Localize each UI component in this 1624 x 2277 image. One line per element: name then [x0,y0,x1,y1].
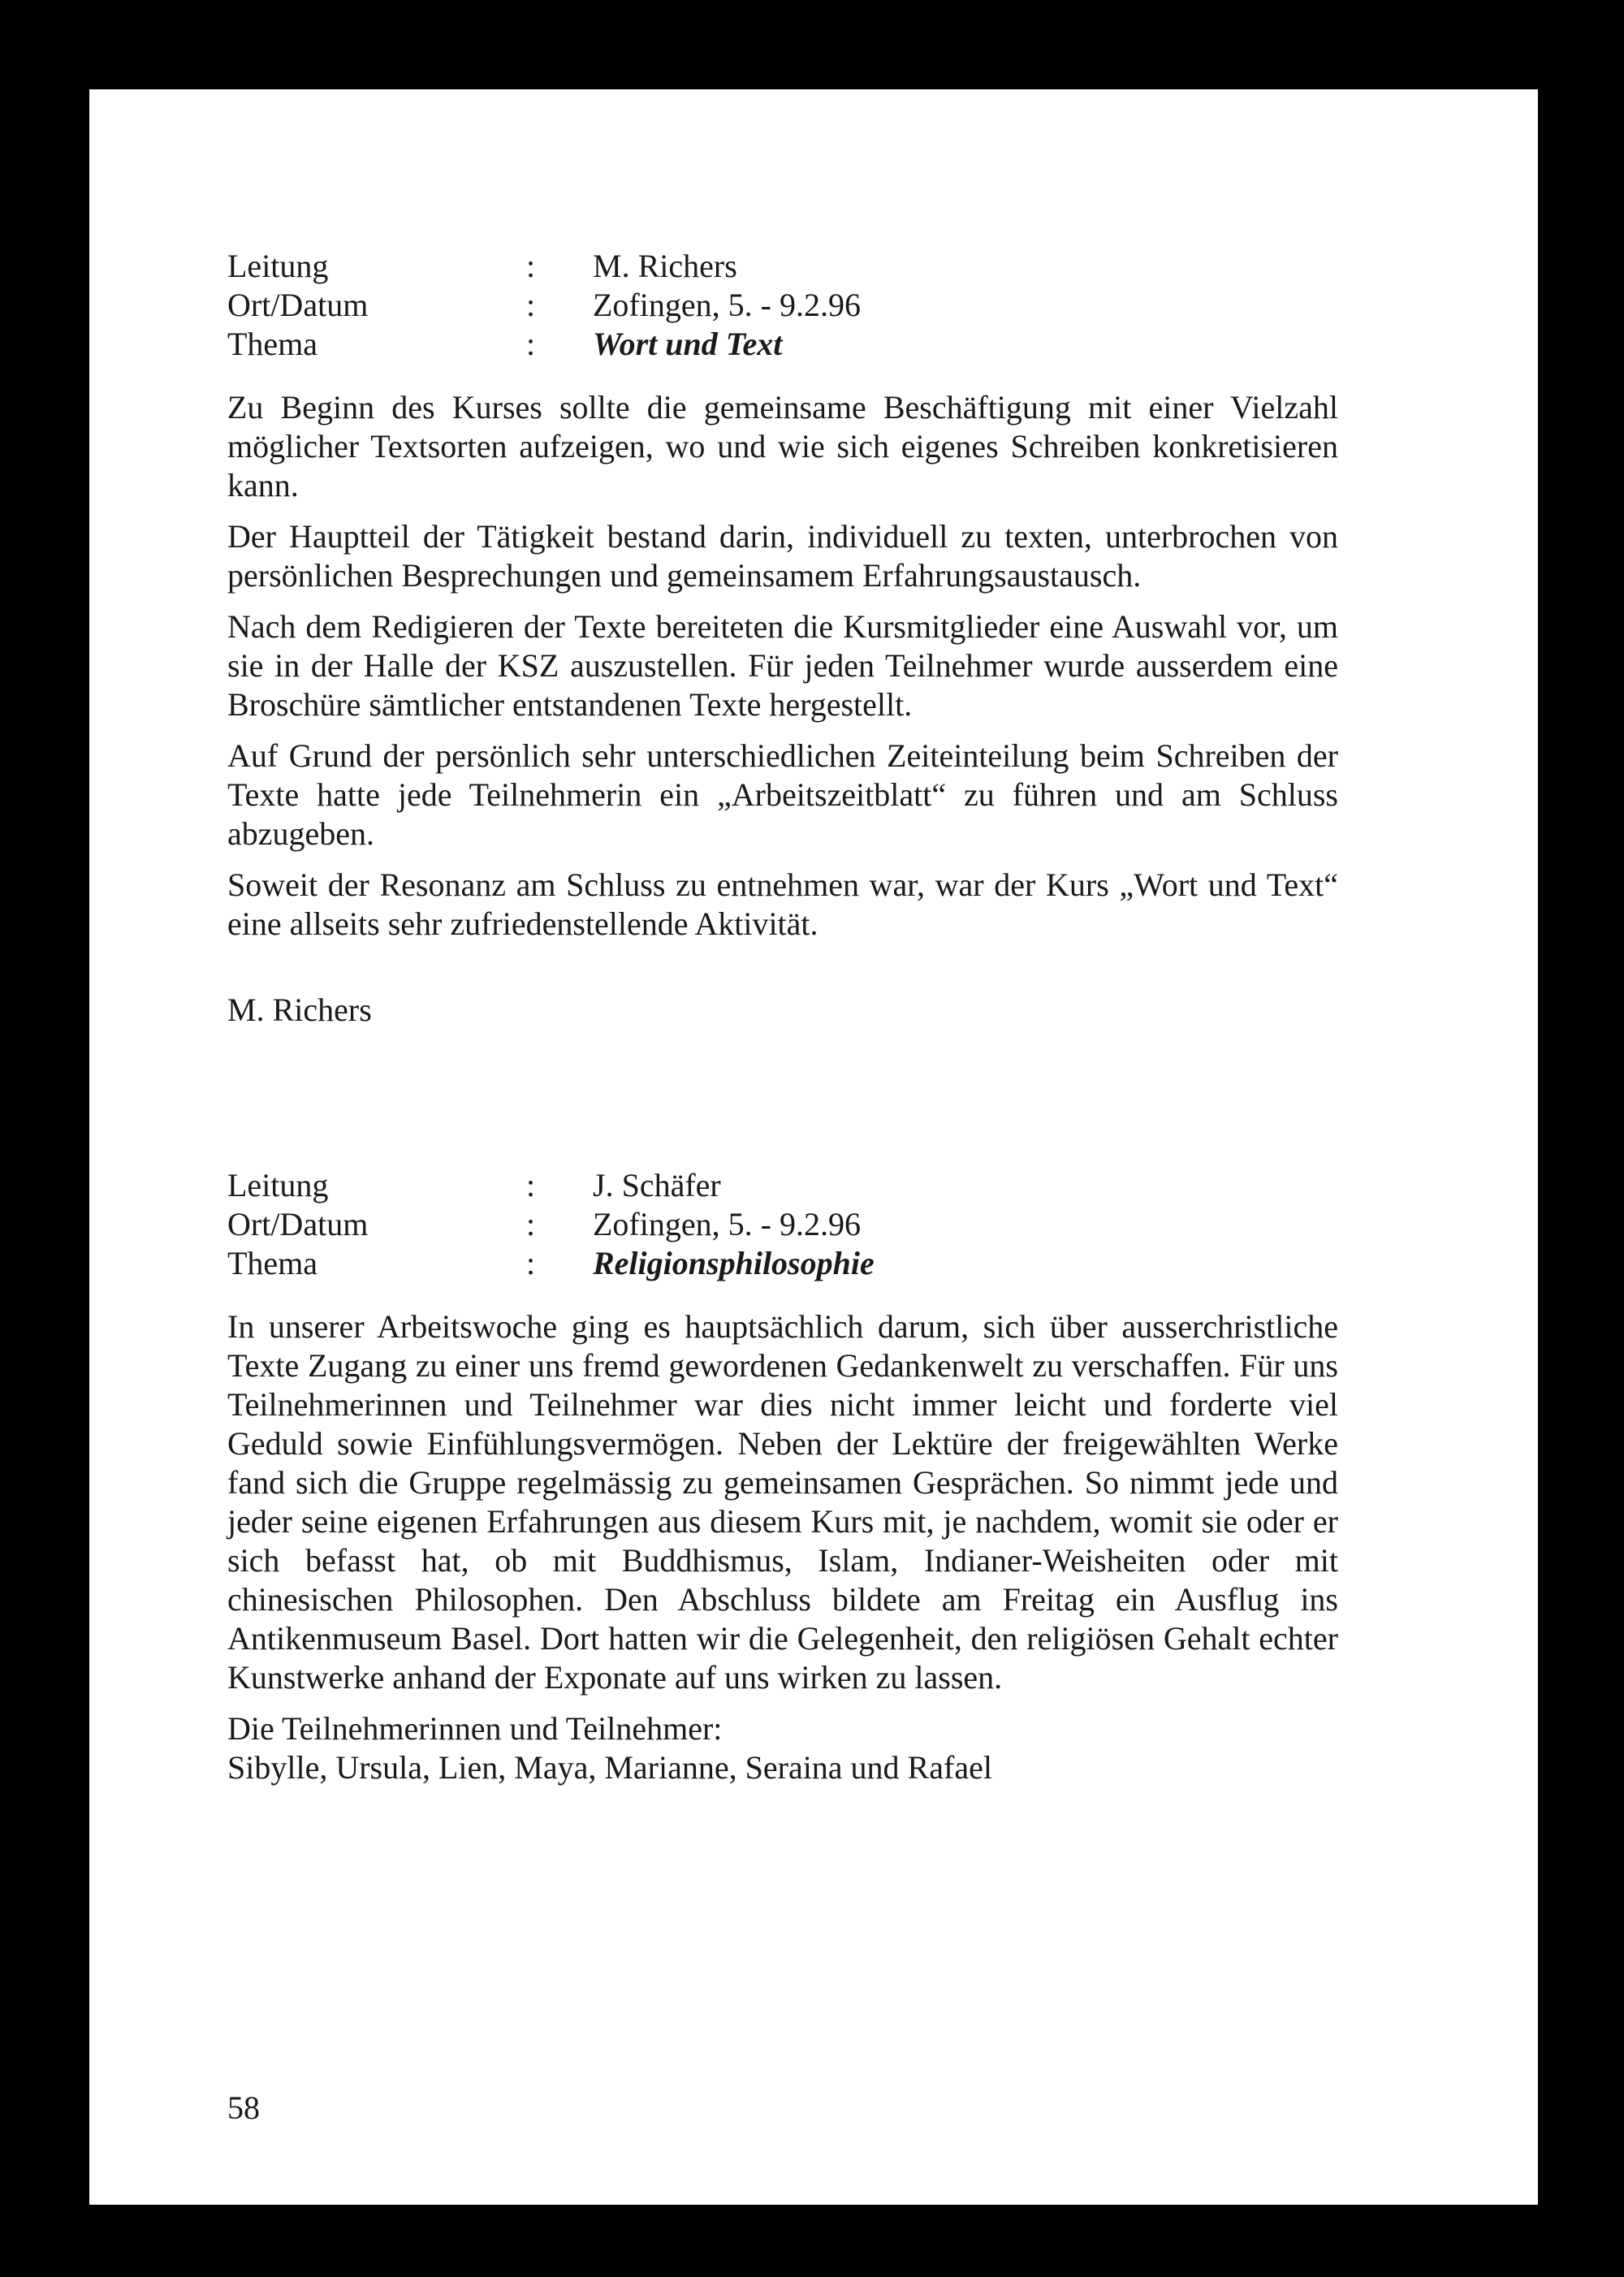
course-report-2 [227,1307,1338,1800]
meta-row-thema [227,1244,1429,1283]
paragraph: Soweit der Resonanz am Schluss zu entnehmen war, war der Kurs „Wort und Text“ eine allseits sehr zufriedenstellende Aktivität. [227,866,1338,942]
signature-names: Sibylle, Ursula, Lien, Maya, Marianne, Seraina und Rafael [227,1749,992,1786]
meta-row-leitung [227,1166,1429,1205]
paragraph: Der Hauptteil der Tätigkeit bestand darin, individuell zu texten, unterbrochen von persönlichen Besprechungen und gemeinsamem Erfahrungsaustausch. [227,518,1338,594]
leitung-value: M. Richers [593,248,737,284]
document-page [89,89,1538,2205]
meta-row-leitung [227,247,1429,286]
thema-value: Religionsphilosophie [593,1245,875,1281]
course-meta-1 [227,247,1429,364]
colon: : [526,1206,536,1242]
course-meta-2 [227,1166,1429,1283]
leitung-label: Leitung [227,248,329,284]
colon: : [526,287,536,323]
signature: M. Richers [227,992,372,1028]
ort-datum-label: Ort/Datum [227,1206,369,1242]
signature-block-1 [227,991,1338,1042]
ort-datum-value: Zofingen, 5. - 9.2.96 [593,1206,861,1242]
meta-row-ort-datum [227,1205,1429,1244]
page-number: 58 [227,2089,260,2126]
paragraph: In unserer Arbeitswoche ging es hauptsächlich darum, sich über ausserchristliche Texte Zugang zu einer uns fremd gewordenen Gedankenwelt zu verschaffen. Für uns Teilnehmerinnen und Teilnehmer war dies nicht immer leicht und forderte viel Geduld sowie Einfühlungsvermögen. Neben der Lektüre der freigewählten Werke fand sich die Gruppe regelmässig zu gemeinsamen Gesprächen. So nimmt jede und jeder seine eigenen Erfahrungen aus diesem Kurs mit, je nachdem, womit sie oder er sich befasst hat, ob mit Buddhismus, Islam, Indianer-Weisheiten oder mit chinesischen Philosophen. Den Abschluss bildete am Freitag ein Ausflug ins Antikenmuseum Basel. Dort hatten wir die Gelegenheit, den religiösen Gehalt echter Kunstwerke anhand der Exponate auf uns wirken zu lassen. [227,1308,1338,1696]
meta-row-ort-datum [227,286,1429,325]
thema-label: Thema [227,1245,318,1281]
thema-value: Wort und Text [593,326,783,362]
colon: : [526,1245,536,1281]
colon: : [526,326,536,362]
leitung-label: Leitung [227,1167,329,1203]
ort-datum-label: Ort/Datum [227,287,369,323]
paragraph: Auf Grund der persönlich sehr unterschiedlichen Zeiteinteilung beim Schreiben der Texte hatte jede Teilnehmerin ein „Arbeitszeitblatt“ zu führen und am Schluss abzugeben. [227,737,1338,852]
signature-intro: Die Teilnehmerinnen und Teilnehmer: [227,1710,723,1747]
thema-label: Thema [227,326,318,362]
colon: : [526,1167,536,1203]
paragraph: Zu Beginn des Kurses sollte die gemeinsame Beschäftigung mit einer Vielzahl möglicher Textsorten aufzeigen, wo und wie sich eigenes Schreiben konkretisieren kann. [227,389,1338,503]
leitung-value: J. Schäfer [593,1167,721,1203]
meta-row-thema [227,325,1429,364]
colon: : [526,248,536,284]
paragraph: Nach dem Redigieren der Texte bereiteten die Kursmitglieder eine Auswahl vor, um sie in der Halle der KSZ auszustellen. Für jeden Teilnehmer wurde ausserdem eine Broschüre sämtlicher entstandenen Texte hergestellt. [227,608,1338,723]
course-report-1 [227,388,1338,956]
ort-datum-value: Zofingen, 5. - 9.2.96 [593,287,861,323]
